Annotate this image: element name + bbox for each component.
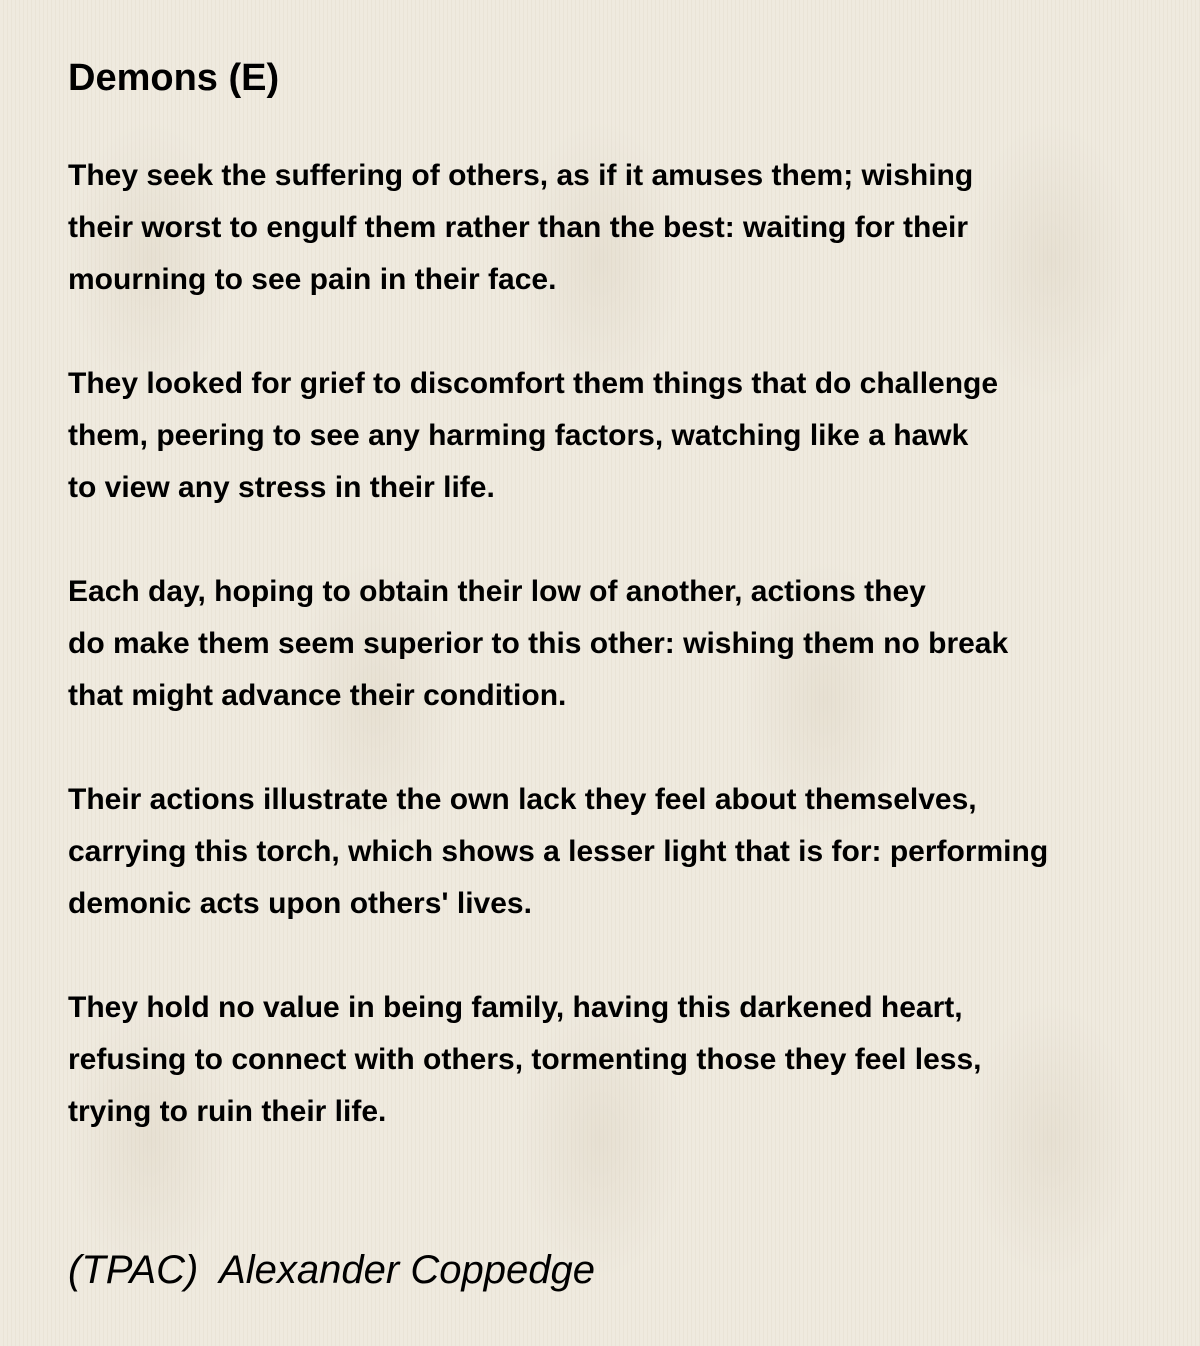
poem-line: that might advance their condition. bbox=[68, 679, 567, 712]
poem-line: trying to ruin their life. bbox=[68, 1095, 387, 1128]
poem-line: demonic acts upon others' lives. bbox=[68, 887, 532, 920]
poem-line: They hold no value in being family, having this darkened heart, bbox=[68, 991, 963, 1024]
poem-line: to view any stress in their life. bbox=[68, 471, 495, 504]
stanza-5 bbox=[68, 982, 1168, 1138]
poem-line: mourning to see pain in their face. bbox=[68, 263, 557, 296]
poem-line: them, peering to see any harming factors, watching like a hawk bbox=[68, 419, 969, 452]
stanza-2 bbox=[68, 358, 1168, 514]
stanza-4 bbox=[68, 774, 1168, 930]
poem-title: Demons (E) bbox=[68, 57, 280, 99]
stanza-1 bbox=[68, 150, 1168, 306]
poem-author: (TPAC) Alexander Coppedge bbox=[68, 1248, 595, 1292]
poem-line: They looked for grief to discomfort them things that do challenge bbox=[68, 367, 999, 400]
poem-line: They seek the suffering of others, as if it amuses them; wishing bbox=[68, 159, 974, 192]
poem-line: Their actions illustrate the own lack they feel about themselves, bbox=[68, 783, 977, 816]
poem-line: their worst to engulf them rather than the best: waiting for their bbox=[68, 211, 969, 244]
stanza-3 bbox=[68, 566, 1168, 722]
poem-line: refusing to connect with others, tormenting those they feel less, bbox=[68, 1043, 982, 1076]
poem-body bbox=[68, 150, 1168, 1190]
poem-line: Each day, hoping to obtain their low of another, actions they bbox=[68, 575, 926, 608]
poem-line: do make them seem superior to this other: wishing them no break bbox=[68, 627, 1009, 660]
poem-line: carrying this torch, which shows a lesser light that is for: performing bbox=[68, 835, 1049, 868]
